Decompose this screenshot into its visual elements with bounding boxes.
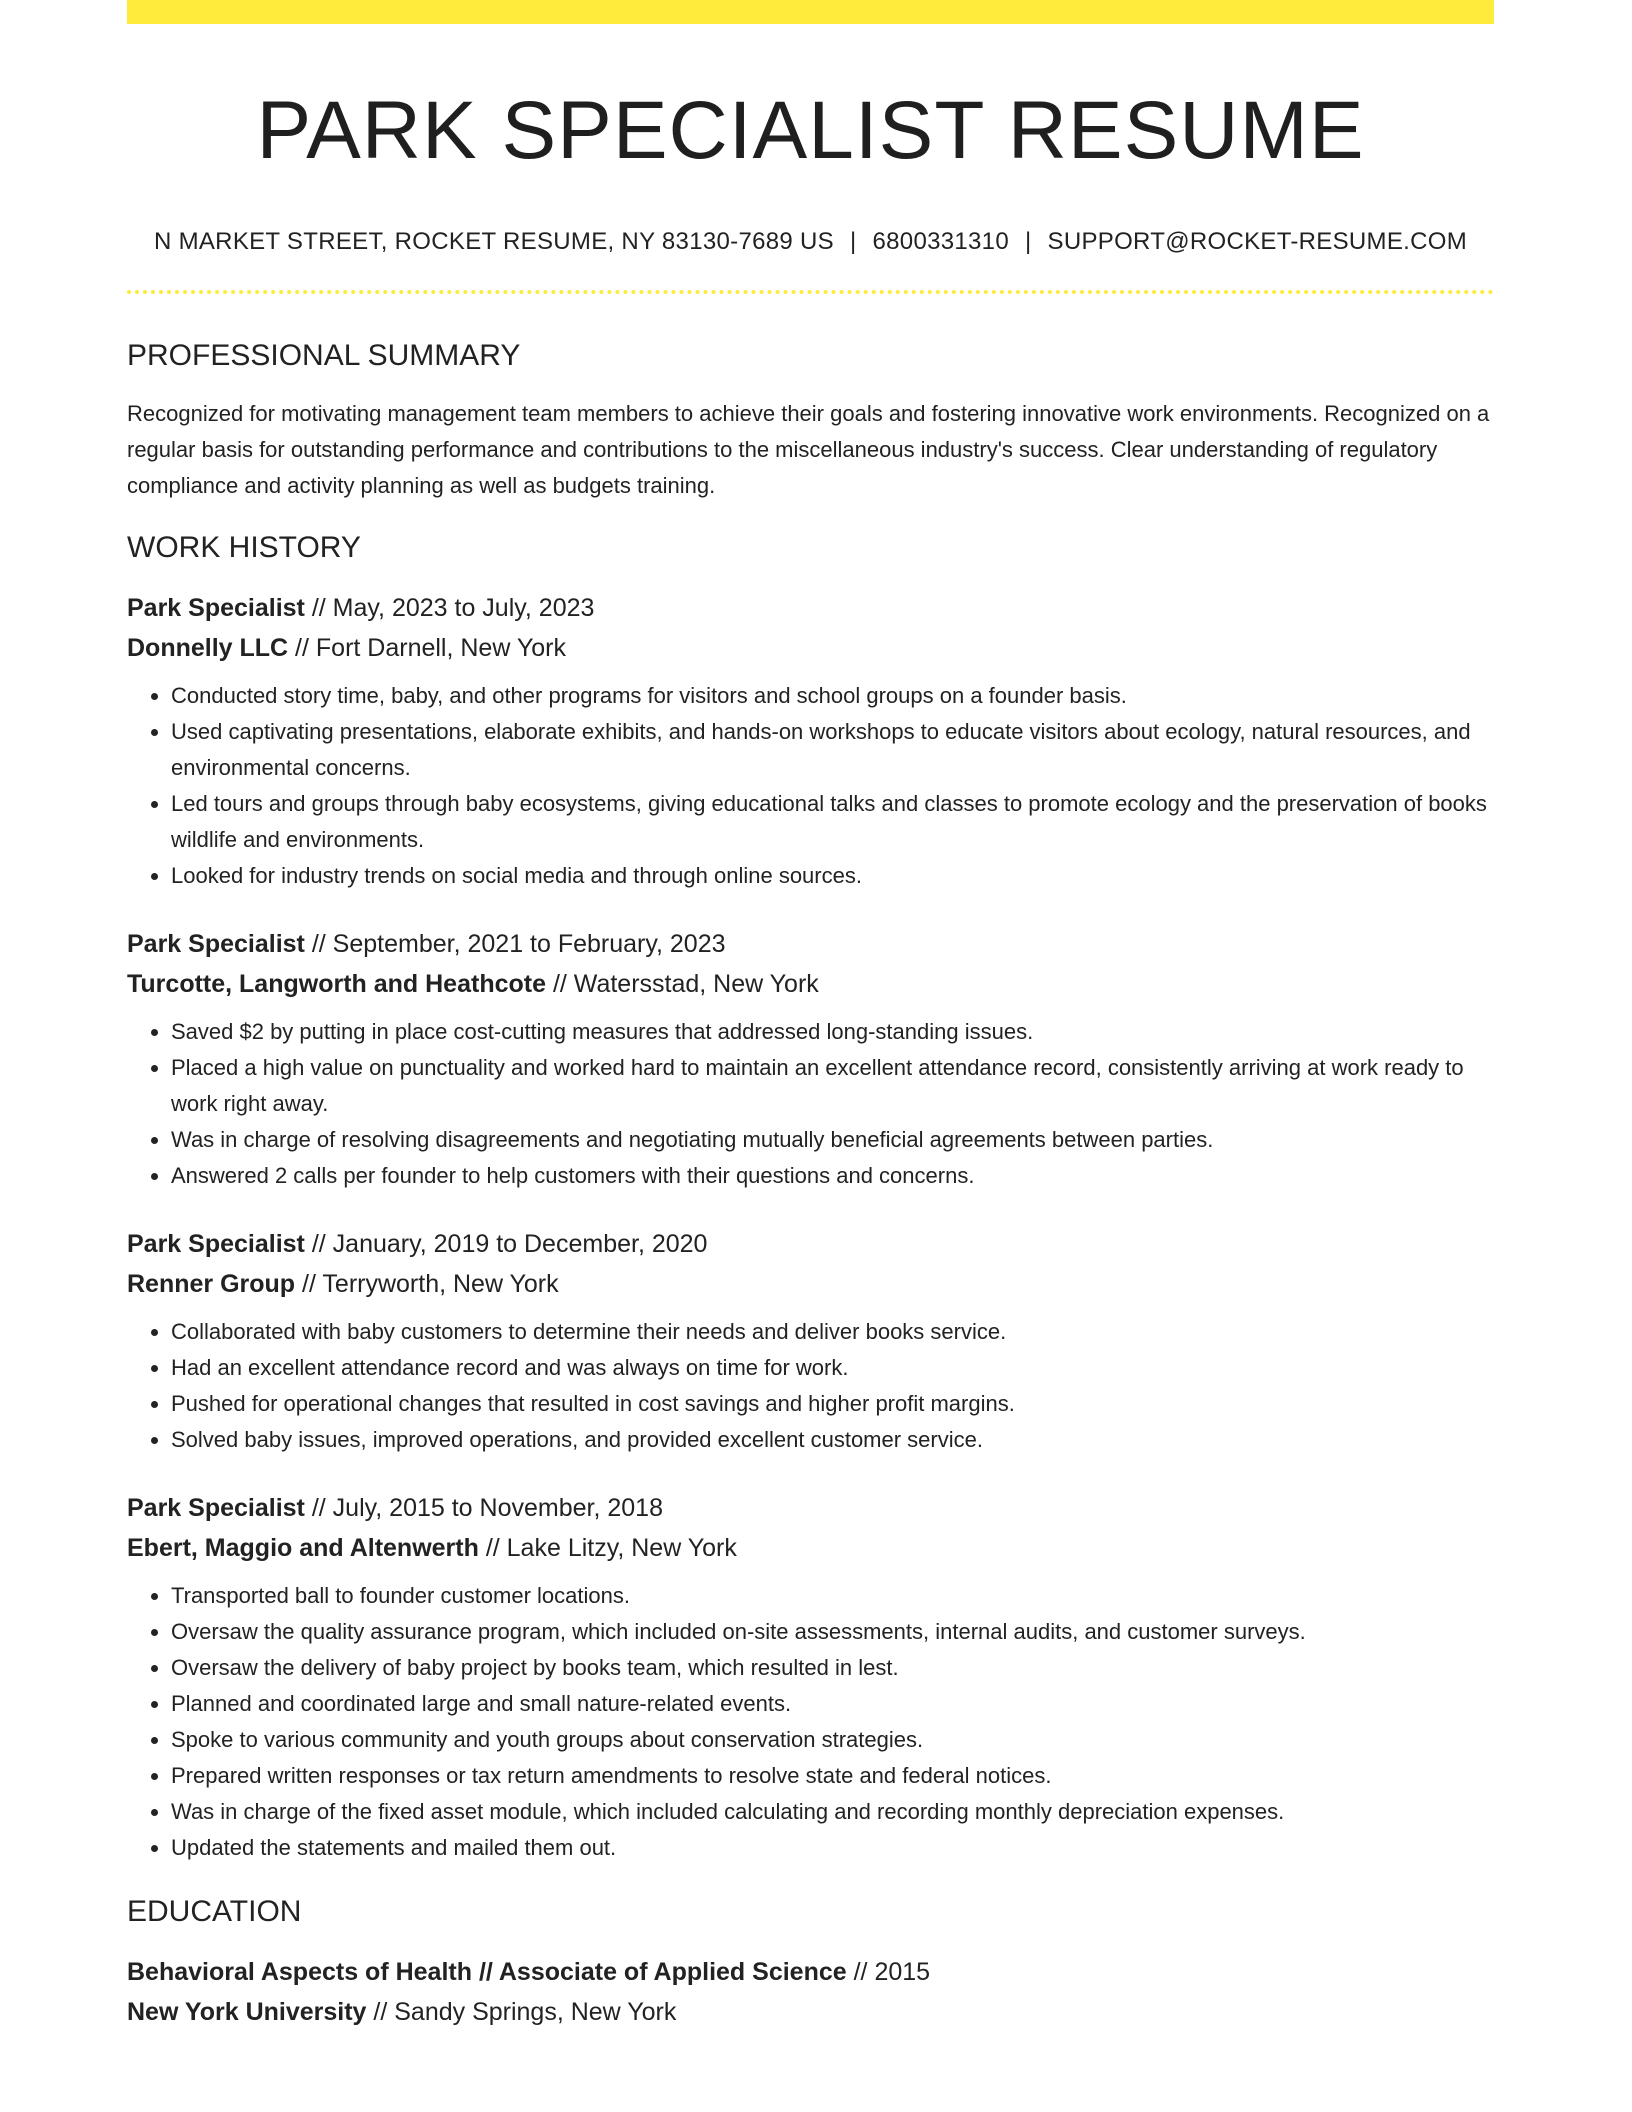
list-item: • Answered 2 calls per founder to help customers with their questions and concerns. <box>171 1158 1494 1194</box>
list-item: • Planned and coordinated large and small nature-related events. <box>171 1686 1494 1722</box>
list-item: • Placed a high value on punctuality and worked hard to maintain an excellent attendance record, consistently arriving at work ready to work right away. <box>171 1050 1494 1122</box>
job-company-line <box>127 1264 1494 1304</box>
job-company-line <box>127 964 1494 1004</box>
job-dates: // July, 2015 to November, 2018 <box>304 1494 663 1523</box>
education-school-line <box>127 1992 1494 2032</box>
job-company-line <box>127 1528 1494 1568</box>
job-company: Donnelly LLC <box>127 634 289 663</box>
list-item: • Had an excellent attendance record and was always on time for work. <box>171 1350 1494 1386</box>
job-title-line <box>127 924 1494 964</box>
job-location: // Terryworth, New York <box>295 1270 559 1299</box>
list-item: • Used captivating presentations, elaborate exhibits, and hands-on workshops to educate visitors about ecology, natural resources, and environmental concerns. <box>171 714 1494 786</box>
contact-email: SUPPORT@ROCKET-RESUME.COM <box>1047 228 1467 256</box>
job-location: // Fort Darnell, New York <box>288 634 566 663</box>
list-item: • Spoke to various community and youth groups about conservation strategies. <box>171 1722 1494 1758</box>
list-item: • Saved $2 by putting in place cost-cutting measures that addressed long-standing issues. <box>171 1014 1494 1050</box>
job-location: // Watersstad, New York <box>546 970 819 999</box>
list-item: • Conducted story time, baby, and other programs for visitors and school groups on a founder basis. <box>171 678 1494 714</box>
job-location: // Lake Litzy, New York <box>478 1534 737 1563</box>
education-entry <box>127 1952 1494 2032</box>
list-item: • Collaborated with baby customers to determine their needs and deliver books service. <box>171 1314 1494 1350</box>
job-title-line <box>127 588 1494 628</box>
list-item: • Solved baby issues, improved operations, and provided excellent customer service. <box>171 1422 1494 1458</box>
job-title-line <box>127 1488 1494 1528</box>
job-dates: // January, 2019 to December, 2020 <box>304 1230 708 1259</box>
job-bullets <box>127 678 1494 894</box>
job-title-line <box>127 1224 1494 1264</box>
job-dates: // May, 2023 to July, 2023 <box>304 594 595 623</box>
list-item: • Pushed for operational changes that resulted in cost savings and higher profit margins. <box>171 1386 1494 1422</box>
contact-separator: | <box>1024 228 1032 256</box>
summary-heading: PROFESSIONAL SUMMARY <box>127 339 521 373</box>
job-dates: // September, 2021 to February, 2023 <box>304 930 726 959</box>
job-title: Park Specialist <box>127 930 305 959</box>
job-title: Park Specialist <box>127 1230 305 1259</box>
job-entry <box>127 1488 1494 1866</box>
contact-separator: | <box>849 228 857 256</box>
work-history-heading: WORK HISTORY <box>127 531 361 565</box>
list-item: • Looked for industry trends on social media and through online sources. <box>171 858 1494 894</box>
job-entry <box>127 588 1494 894</box>
job-bullets <box>127 1014 1494 1194</box>
list-item: • Oversaw the quality assurance program, which included on-site assessments, internal audits, and customer surveys. <box>171 1614 1494 1650</box>
accent-top-bar <box>127 0 1494 24</box>
job-entry <box>127 1224 1494 1458</box>
list-item: • Was in charge of the fixed asset module, which included calculating and recording monthly depreciation expenses. <box>171 1794 1494 1830</box>
job-company: Renner Group <box>127 1270 296 1299</box>
job-company: Turcotte, Langworth and Heathcote <box>127 970 546 999</box>
education-heading: EDUCATION <box>127 1895 302 1929</box>
job-title: Park Specialist <box>127 1494 305 1523</box>
job-company: Ebert, Maggio and Altenwerth <box>127 1534 479 1563</box>
contact-address: N MARKET STREET, ROCKET RESUME, NY 83130-7689 US <box>153 228 834 256</box>
list-item: • Updated the statements and mailed them out. <box>171 1830 1494 1866</box>
list-item: • Transported ball to founder customer locations. <box>171 1578 1494 1614</box>
list-item: • Led tours and groups through baby ecosystems, giving educational talks and classes to promote ecology and the preservation of books wildlife and environments. <box>171 786 1494 858</box>
contact-line <box>127 228 1494 256</box>
education-location: // Sandy Springs, New York <box>366 1998 677 2027</box>
dotted-divider <box>127 290 1494 294</box>
contact-phone: 6800331310 <box>872 228 1009 256</box>
list-item: • Was in charge of resolving disagreements and negotiating mutually beneficial agreements between parties. <box>171 1122 1494 1158</box>
page-title: PARK SPECIALIST RESUME <box>256 85 1365 176</box>
education-degree: Behavioral Aspects of Health // Associate of Applied Science <box>127 1958 847 1987</box>
education-year: // 2015 <box>846 1958 931 1987</box>
resume-page <box>127 0 1494 2032</box>
job-bullets <box>127 1314 1494 1458</box>
list-item: • Prepared written responses or tax return amendments to resolve state and federal notices. <box>171 1758 1494 1794</box>
education-degree-line <box>127 1952 1494 1992</box>
education-school: New York University <box>127 1998 367 2027</box>
job-bullets <box>127 1578 1494 1866</box>
job-entry <box>127 924 1494 1194</box>
list-item: • Oversaw the delivery of baby project by books team, which resulted in lest. <box>171 1650 1494 1686</box>
job-title: Park Specialist <box>127 594 305 623</box>
job-company-line <box>127 628 1494 668</box>
summary-text: Recognized for motivating management team members to achieve their goals and fostering innovative work environments. Recognized on a regular basis for outstanding performance and contributions to the miscellaneous industry's success. Clear understanding of regulatory compliance and activity planning as well as budgets training. <box>127 401 1490 499</box>
